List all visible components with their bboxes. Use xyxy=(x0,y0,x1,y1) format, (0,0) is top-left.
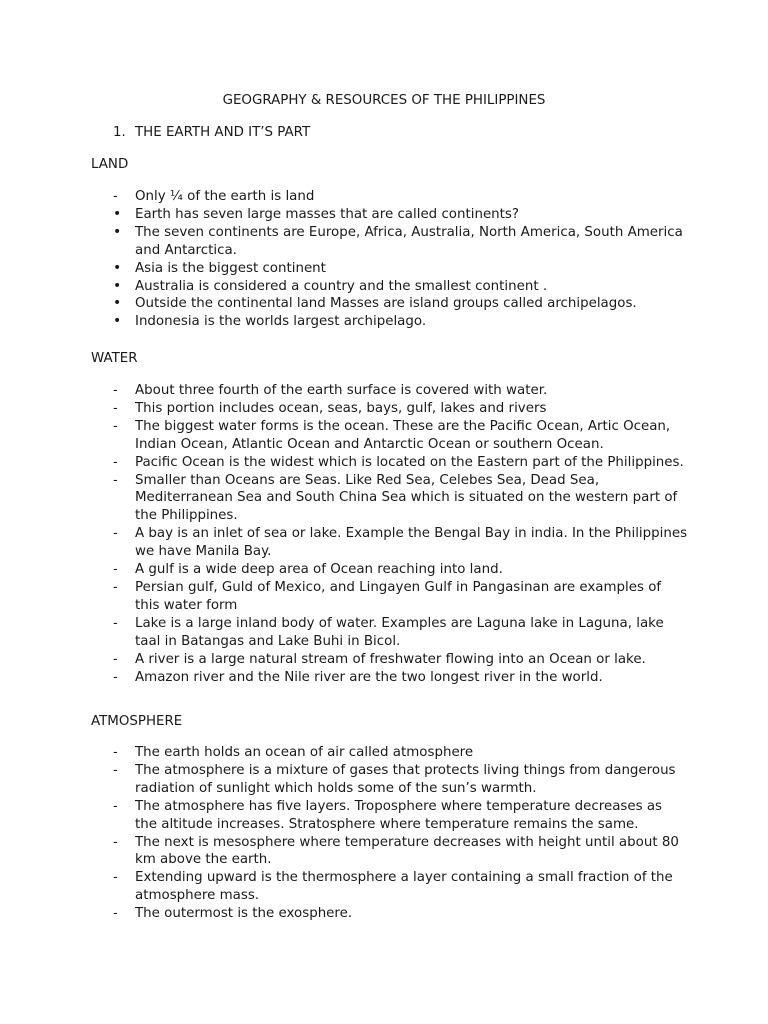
list-item-text: Outside the continental land Masses are island groups called archipelagos. xyxy=(135,296,637,312)
atmosphere-list xyxy=(0,744,768,923)
section-title: THE EARTH AND IT’S PART xyxy=(135,125,311,140)
dash-marker: - xyxy=(113,669,118,685)
dash-marker: - xyxy=(113,798,118,814)
bullet-marker: • xyxy=(113,295,122,312)
list-item-text: Persian gulf, Guld of Mexico, and Lingayen Gulf in Pangasinan are examples of this water form xyxy=(135,579,662,613)
section-heading-earth xyxy=(113,124,310,142)
list-item-text: Lake is a large inland body of water. Examples are Laguna lake in Laguna, lake taal in Batangas and Lake Buhi in Bicol. xyxy=(135,615,664,649)
document-title: GEOGRAPHY & RESOURCES OF THE PHILIPPINES xyxy=(222,93,546,108)
list-item-text: The atmosphere is a mixture of gases that protects living things from dangerous radiation of sunlight which holds some of the sun’s warmth. xyxy=(135,762,676,796)
list-item-text: Only ¼ of the earth is land xyxy=(135,189,315,204)
list-item xyxy=(0,454,768,472)
dash-marker: - xyxy=(113,906,118,922)
list-item xyxy=(0,561,768,579)
list-item xyxy=(0,260,768,278)
dash-marker: - xyxy=(113,745,118,760)
list-item-text: About three fourth of the earth surface is covered with water. xyxy=(135,383,548,398)
list-item xyxy=(0,278,768,296)
list-item-text: The atmosphere has five layers. Troposphere where temperature decreases as the altitude increases. Stratosphere where temperature remains the same. xyxy=(135,798,663,832)
dash-marker: - xyxy=(113,562,118,578)
bullet-marker: • xyxy=(113,313,122,330)
list-item xyxy=(0,744,768,762)
dash-marker: - xyxy=(113,651,118,667)
list-item-text: The seven continents are Europe, Africa, Australia, North America, South America and Antarctica. xyxy=(135,224,683,258)
list-item xyxy=(0,869,768,905)
bullet-marker: • xyxy=(113,277,122,294)
list-item xyxy=(0,418,768,454)
dash-marker: - xyxy=(113,383,118,398)
list-item xyxy=(0,224,768,260)
list-item-text: Earth has seven large masses that are called continents? xyxy=(135,206,519,222)
dash-marker: - xyxy=(113,472,118,488)
dash-marker: - xyxy=(113,579,118,595)
dash-marker: - xyxy=(113,454,118,470)
heading-atmosphere: ATMOSPHERE xyxy=(91,714,183,729)
list-item-text: The outermost is the exosphere. xyxy=(135,906,353,922)
dash-marker: - xyxy=(113,418,118,434)
list-item-text: Pacific Ocean is the widest which is located on the Eastern part of the Philippines. xyxy=(135,454,684,470)
land-list xyxy=(0,188,768,331)
list-item xyxy=(0,295,768,313)
list-item xyxy=(0,525,768,561)
water-list xyxy=(0,382,768,686)
dash-marker: - xyxy=(113,762,118,778)
list-item xyxy=(0,905,768,923)
list-item xyxy=(0,472,768,526)
list-item xyxy=(0,313,768,331)
list-item-text: Extending upward is the thermosphere a layer containing a small fraction of the atmosphere mass. xyxy=(135,870,673,904)
list-item xyxy=(0,206,768,224)
heading-land: LAND xyxy=(91,157,129,172)
list-item-text: Indonesia is the worlds largest archipelago. xyxy=(135,314,427,330)
list-item-text: Australia is considered a country and the smallest continent . xyxy=(135,278,548,294)
list-item-text: Smaller than Oceans are Seas. Like Red Sea, Celebes Sea, Dead Sea, Mediterranean Sea and South China Sea which is situated on the western part of the Philippines. xyxy=(135,472,678,524)
list-item xyxy=(0,834,768,870)
dash-marker: - xyxy=(113,189,118,204)
list-item-text: This portion includes ocean, seas, bays, gulf, lakes and rivers xyxy=(135,400,547,416)
list-item xyxy=(0,382,768,400)
heading-water: WATER xyxy=(91,351,138,366)
bullet-marker: • xyxy=(113,205,122,222)
list-item-text: The next is mesosphere where temperature decreases with height until about 80 km above the earth. xyxy=(135,834,679,868)
list-item xyxy=(0,188,768,206)
list-item xyxy=(0,669,768,687)
list-item-text: A river is a large natural stream of freshwater flowing into an Ocean or lake. xyxy=(135,651,646,667)
bullet-marker: • xyxy=(113,223,122,240)
dash-marker: - xyxy=(113,615,118,631)
list-item xyxy=(0,579,768,615)
dash-marker: - xyxy=(113,400,118,416)
list-item-text: The biggest water forms is the ocean. These are the Pacific Ocean, Artic Ocean, Indian Ocean, Atlantic Ocean and Antarctic Ocean or southern Ocean. xyxy=(135,418,671,452)
list-item xyxy=(0,400,768,418)
section-number: 1. xyxy=(113,125,126,140)
bullet-marker: • xyxy=(113,259,122,276)
dash-marker: - xyxy=(113,870,118,886)
list-item-text: The earth holds an ocean of air called atmosphere xyxy=(135,745,474,760)
list-item xyxy=(0,798,768,834)
list-item xyxy=(0,651,768,669)
list-item xyxy=(0,762,768,798)
dash-marker: - xyxy=(113,834,118,850)
list-item-text: A bay is an inlet of sea or lake. Example the Bengal Bay in india. In the Philippines we have Manila Bay. xyxy=(135,526,688,560)
list-item-text: A gulf is a wide deep area of Ocean reaching into land. xyxy=(135,562,503,578)
list-item-text: Amazon river and the Nile river are the two longest river in the world. xyxy=(135,669,603,685)
dash-marker: - xyxy=(113,526,118,542)
list-item xyxy=(0,615,768,651)
list-item-text: Asia is the biggest continent xyxy=(135,260,326,276)
